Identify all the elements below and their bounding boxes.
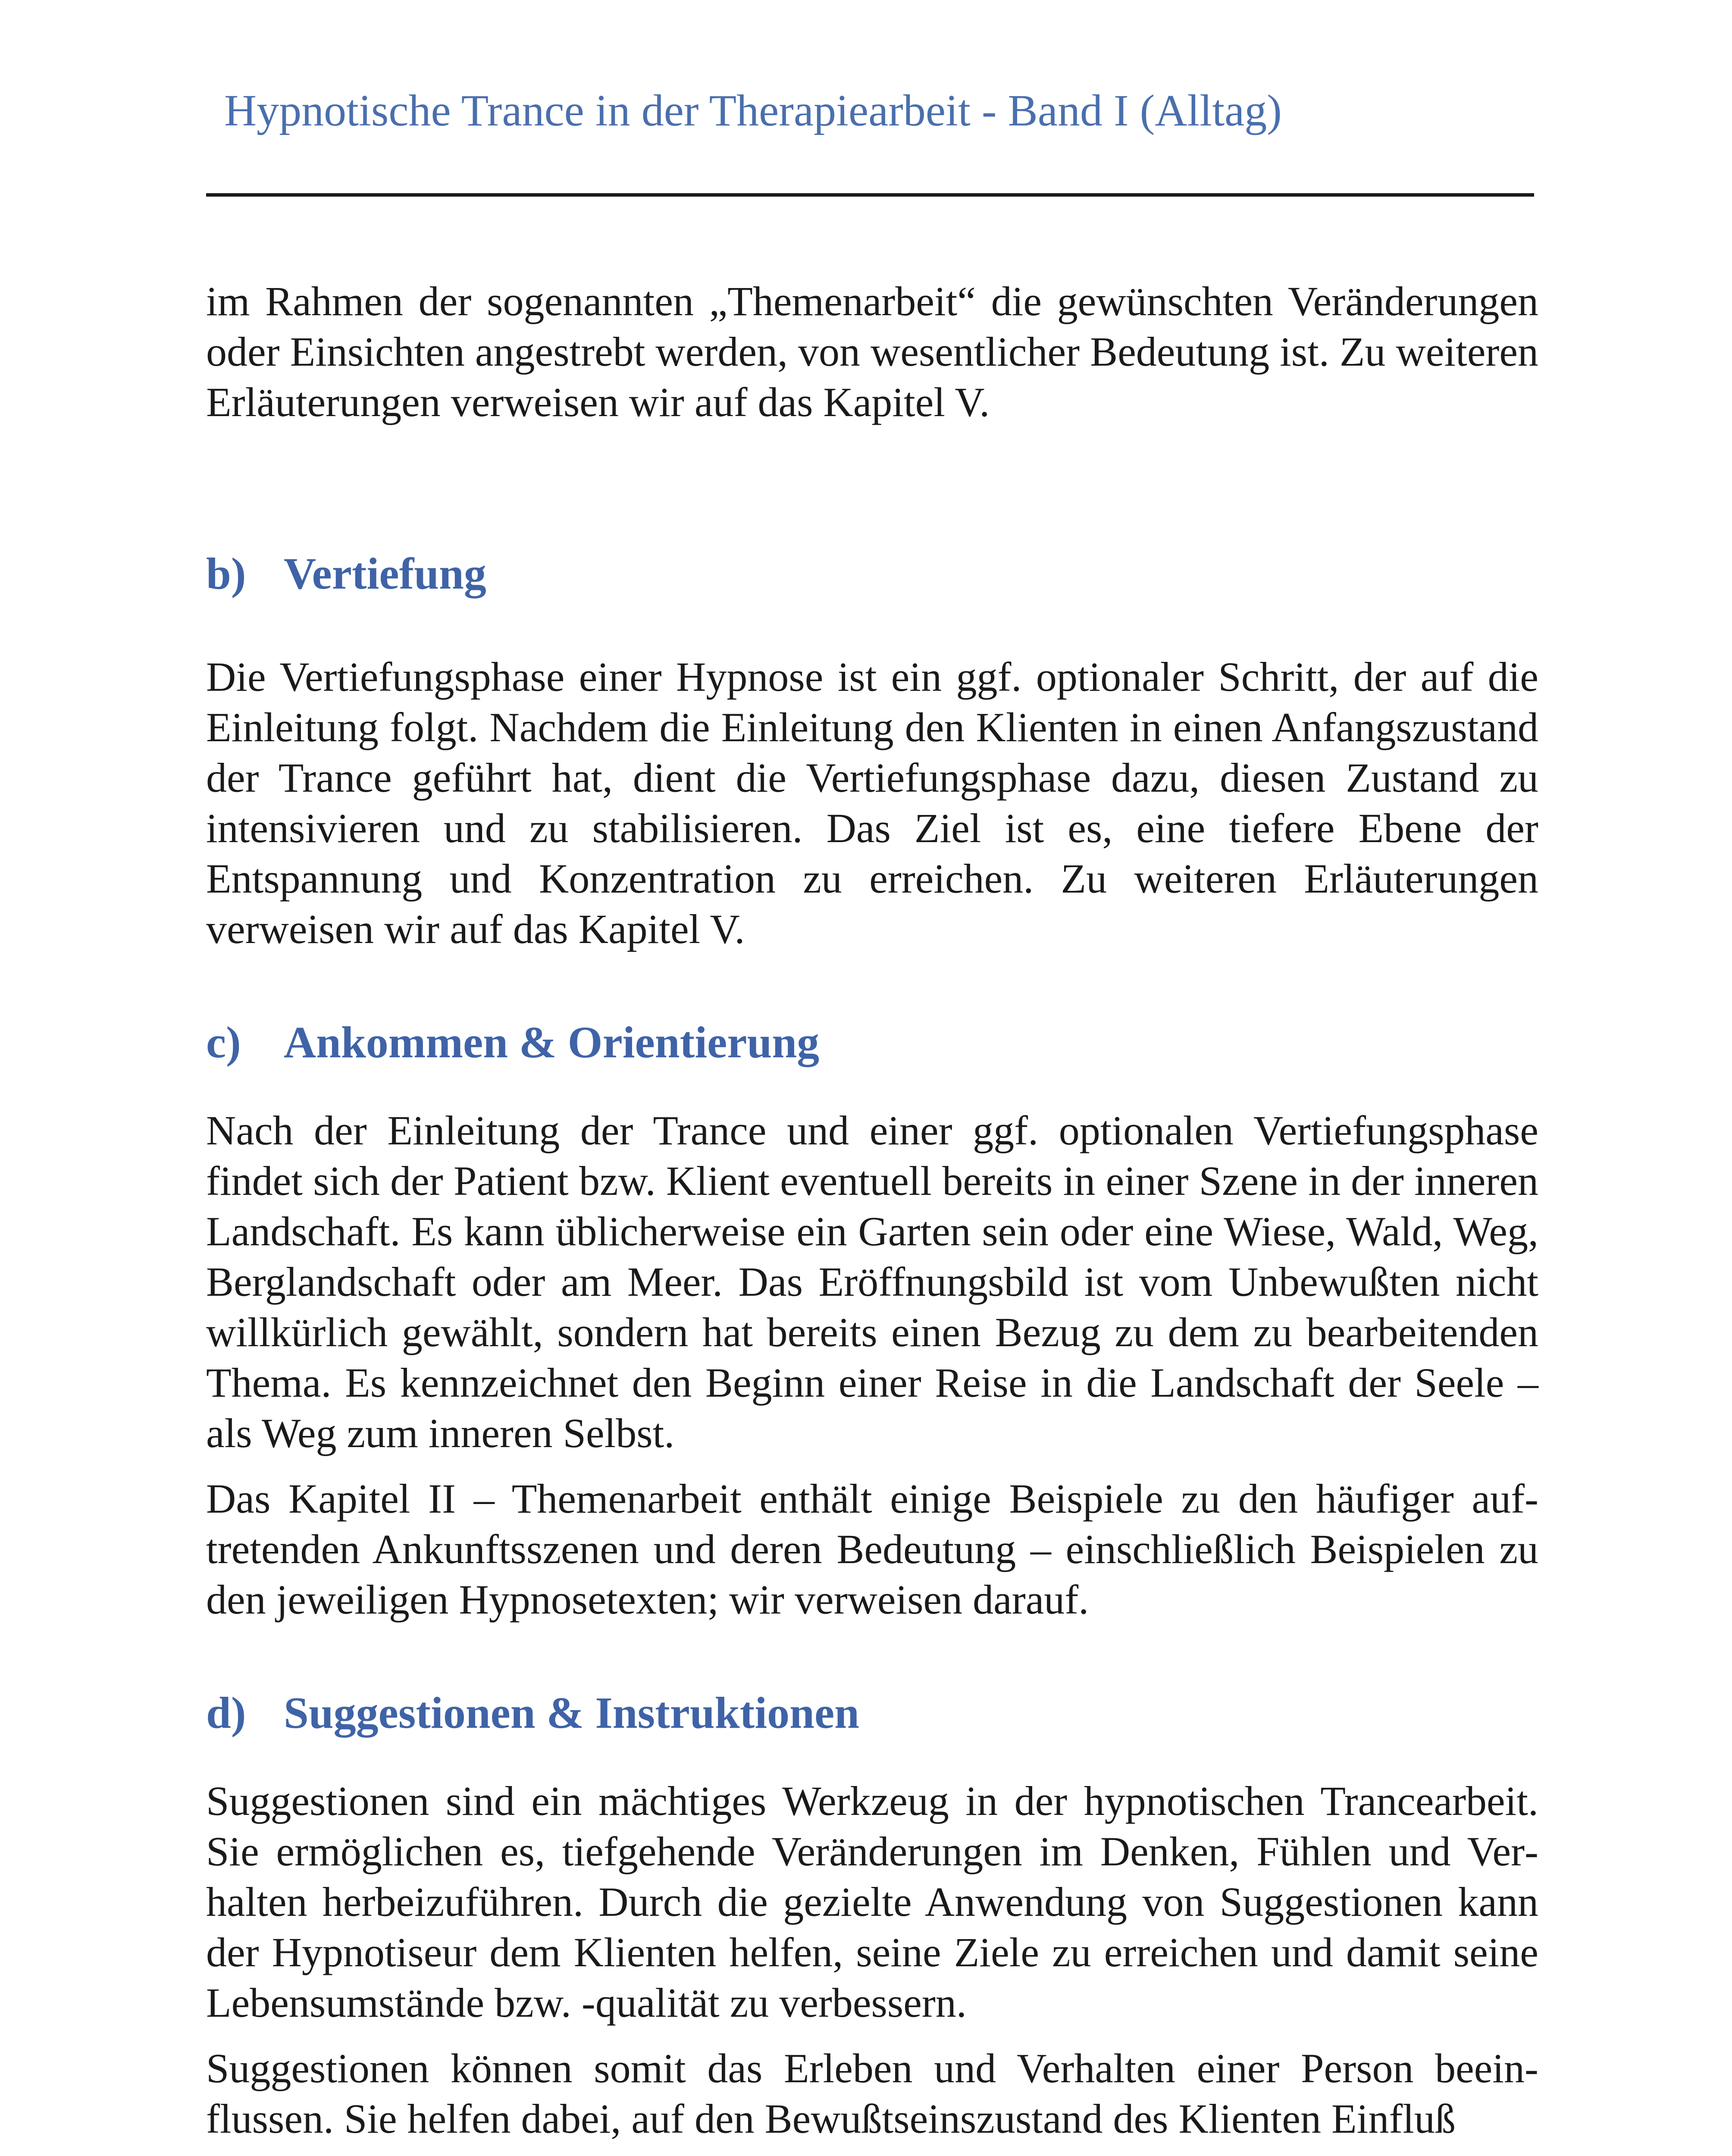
section-title: Suggestionen & Instruktionen: [284, 1688, 859, 1738]
spacer: [206, 954, 1538, 1017]
spacer: [206, 2028, 1538, 2043]
spacer: [206, 1458, 1538, 1473]
section-letter: c): [206, 1018, 241, 1067]
intro-paragraph: im Rahmen der sogenannten „Themenarbeit“ die gewünschten Veränderungen oder Einsichten angestrebt werden, von wesentlicher Bedeutung ist. Zu weiteren Erläuterungen verweisen wir auf das Kapitel V.: [206, 278, 1538, 425]
running-header-title: Hypnotische Trance in der Therapiearbeit - Band I (Alltag): [224, 86, 1282, 135]
section-paragraph: Suggestionen können somit das Erleben und Verhalten einer Person beeinflussen. Sie helfen dabei, auf den Bewußtseinszustand des Klienten Einfluß: [206, 2045, 1538, 2142]
spacer: [206, 427, 1538, 548]
section-paragraph: Nach der Einleitung der Trance und einer ggf. optionalen Vertiefungsphase findet sich der Patient bzw. Klient eventuell bereits in einer Szene in der inneren Landschaft. Es kann üblicherweise ein Garten sein oder eine Wiese, Wald, Weg, Berglandschaft oder am Meer. Das Eröffnungsbild ist vom Unbewußten nicht willkürlich gewählt, sondern hat bereits einen Bezug zu dem zu bearbeitenden Thema. Es kennzeichnet den Beginn einer Reise in die Landschaft der Seele – als Weg zum inneren Selbst.: [206, 1107, 1538, 1456]
section-paragraph: Suggestionen sind ein mächtiges Werkzeug in der hypnotischen Trancearbeit. Sie ermöglichen es, tiefgehende Veränderungen im Denken, Fühlen und Verhalten herbeizuführen. Durch die gezielte Anwendung von Suggestionen kann der Hypnotiseur dem Klienten helfen, seine Ziele zu erreichen und damit seine Lebensumstände bzw. -qualität zu verbessern.: [206, 1778, 1538, 2026]
section-letter: d): [206, 1688, 246, 1738]
section-paragraph: Das Kapitel II – Themenarbeit enthält einige Beispiele zu den häufiger auftretenden Ankunftsszenen und deren Bedeutung – einschließlich Beispielen zu den jeweiligen Hypnosetexten; wir verweisen darauf.: [206, 1476, 1538, 1623]
page-body: [206, 276, 1538, 2144]
section-heading-ankommen: [206, 1017, 1538, 1069]
spacer: [206, 1625, 1538, 1687]
header-divider: [206, 193, 1534, 197]
spacer: [206, 1739, 1538, 1776]
section-paragraph: Die Vertiefungsphase einer Hypnose ist ein ggf. optionaler Schritt, der auf die Einleitung folgt. Nachdem die Einleitung den Klienten in einen Anfangszustand der Trance geführt hat, dient die Vertiefungsphase dazu, diesen Zustand zu intensivieren und zu stabilisieren. Das Ziel ist es, eine tiefere Ebene der Entspannung und Konzentration zu erreichen. Zu weiteren Erläuterungen verweisen wir auf das Kapitel V.: [206, 654, 1538, 952]
section-title: Ankommen & Orientierung: [284, 1018, 820, 1067]
section-title: Vertiefung: [284, 549, 486, 599]
section-heading-suggestionen: [206, 1687, 1538, 1739]
section-letter: b): [206, 549, 246, 599]
spacer: [206, 1069, 1538, 1105]
section-heading-vertiefung: [206, 548, 1538, 600]
spacer: [206, 600, 1538, 652]
